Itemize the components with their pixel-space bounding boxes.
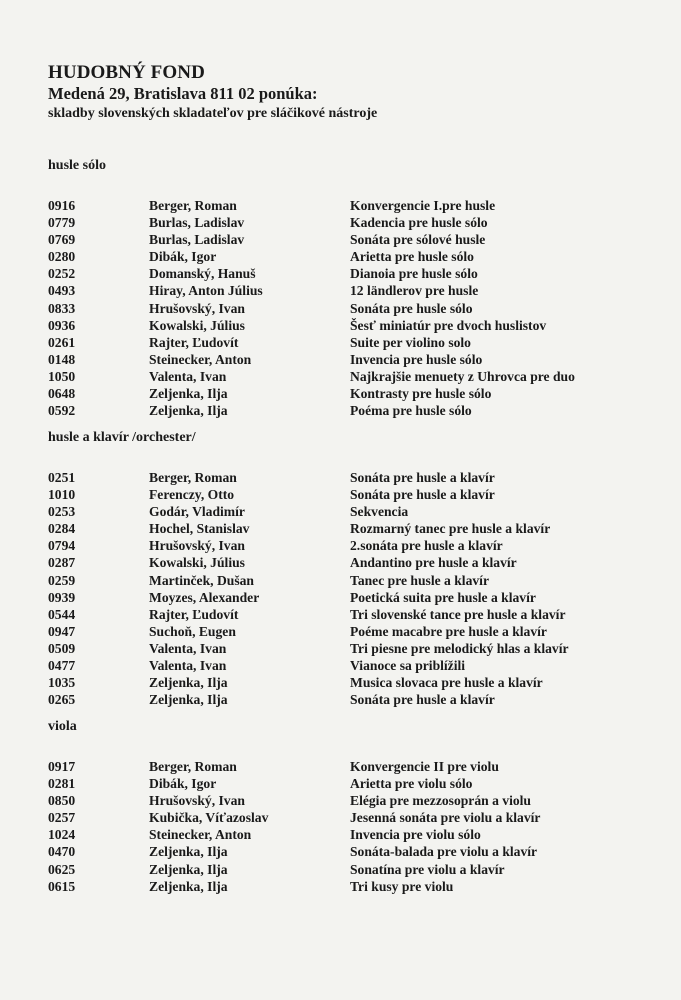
composer-name: Zeljenka, Ilja (149, 403, 228, 419)
catalog-row (48, 606, 648, 623)
catalog-code: 0470 (48, 844, 76, 860)
composer-name: Zeljenka, Ilja (149, 878, 228, 894)
composer-name: Burlas, Ladislav (149, 232, 245, 248)
catalog-row (48, 674, 648, 691)
composer-name: Kowalski, Július (149, 555, 245, 571)
catalog-row (48, 469, 648, 486)
catalog-code: 0251 (48, 470, 76, 485)
work-title: Vianoce sa priblížili (350, 658, 466, 674)
catalog-code: 0833 (48, 300, 76, 316)
section-title: viola (48, 719, 77, 734)
work-title: Arietta pre violu sólo (350, 776, 473, 792)
work-title: Kontrasty pre husle sólo (350, 386, 492, 402)
work-title: Poéme macabre pre husle a klavír (350, 623, 547, 639)
catalog-code: 0544 (48, 606, 76, 622)
composer-name: Zeljenka, Ilja (149, 675, 228, 691)
composer-name: Zeljenka, Ilja (149, 844, 228, 860)
work-title: Poéma pre husle sólo (350, 403, 472, 419)
composer-name: Steinecker, Anton (149, 827, 252, 843)
work-title: 12 ländlerov pre husle (350, 283, 479, 299)
work-title: Invencia pre husle sólo (350, 351, 483, 367)
work-title: Sonáta-balada pre violu a klavír (350, 844, 538, 860)
composer-name: Rajter, Ľudovít (149, 606, 239, 622)
catalog-code: 0947 (48, 623, 76, 639)
composer-name: Berger, Roman (149, 198, 237, 213)
composer-name: Zeljenka, Ilja (149, 386, 228, 402)
work-title: Šesť miniatúr pre dvoch huslistov (350, 317, 547, 333)
composer-name: Hrušovský, Ivan (149, 300, 245, 316)
catalog-code: 0287 (48, 555, 76, 571)
catalog-row (48, 691, 648, 708)
section-title: husle a klavír /orchester/ (48, 430, 196, 445)
composer-name: Kubička, Víťazoslav (149, 810, 269, 826)
work-title: Konvergencie II pre violu (350, 759, 499, 774)
catalog-code: 0625 (48, 861, 76, 877)
catalog-row (48, 657, 648, 674)
catalog-row (48, 385, 648, 402)
composer-name: Valenta, Ivan (149, 658, 227, 674)
work-title: Sonáta pre husle a klavír (350, 487, 495, 503)
composer-name: Rajter, Ľudovít (149, 334, 239, 350)
catalog-code: 0493 (48, 283, 76, 299)
work-title: Kadencia pre husle sólo (350, 215, 488, 231)
catalog-code: 0936 (48, 317, 76, 333)
work-title: Sonatína pre violu a klavír (350, 861, 505, 877)
work-title: Arietta pre husle sólo (350, 249, 474, 265)
catalog-subtitle: skladby slovenských skladateľov pre sláčikové nástroje (48, 106, 378, 121)
publisher-title: HUDOBNÝ FOND (48, 62, 205, 83)
catalog-row (48, 640, 648, 657)
catalog-row (48, 197, 648, 214)
catalog-code: 0779 (48, 215, 76, 231)
composer-name: Suchoň, Eugen (149, 623, 236, 639)
work-title: Poetická suita pre husle a klavír (350, 589, 536, 605)
work-title: Sonáta pre husle a klavír (350, 692, 495, 708)
catalog-row (48, 775, 648, 792)
catalog-code: 0253 (48, 504, 76, 520)
catalog-row (48, 554, 648, 571)
catalog-row (48, 334, 648, 351)
work-title: Dianoia pre husle sólo (350, 266, 478, 282)
catalog-row (48, 231, 648, 248)
composer-name: Godár, Vladimír (149, 504, 245, 520)
composer-name: Dibák, Igor (149, 776, 217, 792)
catalog-row (48, 623, 648, 640)
section-rows (48, 758, 648, 895)
catalog-row (48, 572, 648, 589)
catalog-row (48, 826, 648, 843)
catalog-row (48, 368, 648, 385)
catalog-code: 1035 (48, 675, 76, 691)
work-title: Rozmarný tanec pre husle a klavír (350, 521, 551, 537)
letterhead (48, 62, 648, 123)
work-title: Musica slovaca pre husle a klavír (350, 675, 543, 691)
catalog-code: 0265 (48, 692, 76, 708)
work-title: Sonáta pre husle sólo (350, 300, 473, 316)
catalog-code: 0284 (48, 521, 76, 537)
catalog-row (48, 282, 648, 299)
section-violin-solo (48, 157, 648, 419)
work-title: Sekvencia (350, 504, 409, 520)
catalog-code: 1024 (48, 827, 76, 843)
composer-name: Valenta, Ivan (149, 368, 227, 384)
catalog-code: 0917 (48, 759, 76, 774)
composer-name: Zeljenka, Ilja (149, 692, 228, 708)
composer-name: Steinecker, Anton (149, 351, 252, 367)
catalog-row (48, 214, 648, 231)
section-violin-piano (48, 429, 648, 708)
composer-name: Zeljenka, Ilja (149, 861, 228, 877)
catalog-code: 1010 (48, 487, 76, 503)
composer-name: Hrušovský, Ivan (149, 538, 245, 554)
work-title: 2.sonáta pre husle a klavír (350, 538, 503, 554)
catalog-row (48, 402, 648, 419)
catalog-row (48, 351, 648, 368)
catalog-code: 0477 (48, 658, 76, 674)
catalog-code: 0794 (48, 538, 76, 554)
catalog-code: 0252 (48, 266, 76, 282)
work-title: Jesenná sonáta pre violu a klavír (350, 810, 541, 826)
catalog-row (48, 861, 648, 878)
composer-name: Moyzes, Alexander (149, 589, 260, 605)
catalog-row (48, 248, 648, 265)
catalog-code: 0850 (48, 793, 76, 809)
catalog-code: 0592 (48, 403, 76, 419)
work-title: Andantino pre husle a klavír (350, 555, 517, 571)
work-title: Sonáta pre sólové husle (350, 232, 486, 248)
catalog-code: 0259 (48, 572, 76, 588)
section-rows (48, 469, 648, 708)
catalog-code: 0261 (48, 334, 76, 350)
composer-name: Domanský, Hanuš (149, 266, 256, 282)
work-title: Najkrajšie menuety z Uhrovca pre duo (350, 368, 575, 384)
composer-name: Burlas, Ladislav (149, 215, 245, 231)
composer-name: Hochel, Stanislav (149, 521, 250, 537)
catalog-row (48, 878, 648, 895)
catalog-row (48, 589, 648, 606)
catalog-code: 0280 (48, 249, 76, 265)
work-title: Suite per violino solo (350, 334, 471, 350)
catalog-code: 0939 (48, 589, 76, 605)
catalog-code: 1050 (48, 368, 76, 384)
catalog-row (48, 317, 648, 334)
catalog-code: 0257 (48, 810, 76, 826)
catalog-code: 0769 (48, 232, 76, 248)
catalog-row (48, 758, 648, 775)
work-title: Tri piesne pre melodický hlas a klavír (350, 640, 569, 656)
catalog-row (48, 809, 648, 826)
catalog-code: 0509 (48, 640, 76, 656)
catalog-code: 0281 (48, 776, 76, 792)
work-title: Elégia pre mezzosoprán a violu (350, 793, 531, 809)
catalog-row (48, 503, 648, 520)
catalog-row (48, 520, 648, 537)
catalog-code: 0148 (48, 351, 76, 367)
work-title: Tri slovenské tance pre husle a klavír (350, 606, 566, 622)
section-rows (48, 197, 648, 419)
work-title: Sonáta pre husle a klavír (350, 470, 495, 485)
work-title: Invencia pre violu sólo (350, 827, 481, 843)
catalog-row (48, 792, 648, 809)
composer-name: Berger, Roman (149, 470, 237, 485)
composer-name: Ferenczy, Otto (149, 487, 235, 503)
work-title: Konvergencie I.pre husle (350, 198, 496, 213)
catalog-row (48, 843, 648, 860)
catalog-row (48, 265, 648, 282)
section-title: husle sólo (48, 158, 106, 173)
composer-name: Valenta, Ivan (149, 640, 227, 656)
composer-name: Hiray, Anton Július (149, 283, 263, 299)
catalog-code: 0615 (48, 878, 76, 894)
publisher-address: Medená 29, Bratislava 811 02 ponúka: (48, 84, 318, 103)
composer-name: Dibák, Igor (149, 249, 217, 265)
composer-name: Hrušovský, Ivan (149, 793, 245, 809)
composer-name: Berger, Roman (149, 759, 237, 774)
composer-name: Martinček, Dušan (149, 572, 254, 588)
catalog-row (48, 486, 648, 503)
section-viola (48, 718, 648, 895)
catalog-row (48, 537, 648, 554)
catalog-code: 0916 (48, 198, 76, 213)
work-title: Tri kusy pre violu (350, 878, 454, 894)
catalog-row (48, 300, 648, 317)
catalog-code: 0648 (48, 386, 76, 402)
work-title: Tanec pre husle a klavír (350, 572, 489, 588)
composer-name: Kowalski, Július (149, 317, 245, 333)
